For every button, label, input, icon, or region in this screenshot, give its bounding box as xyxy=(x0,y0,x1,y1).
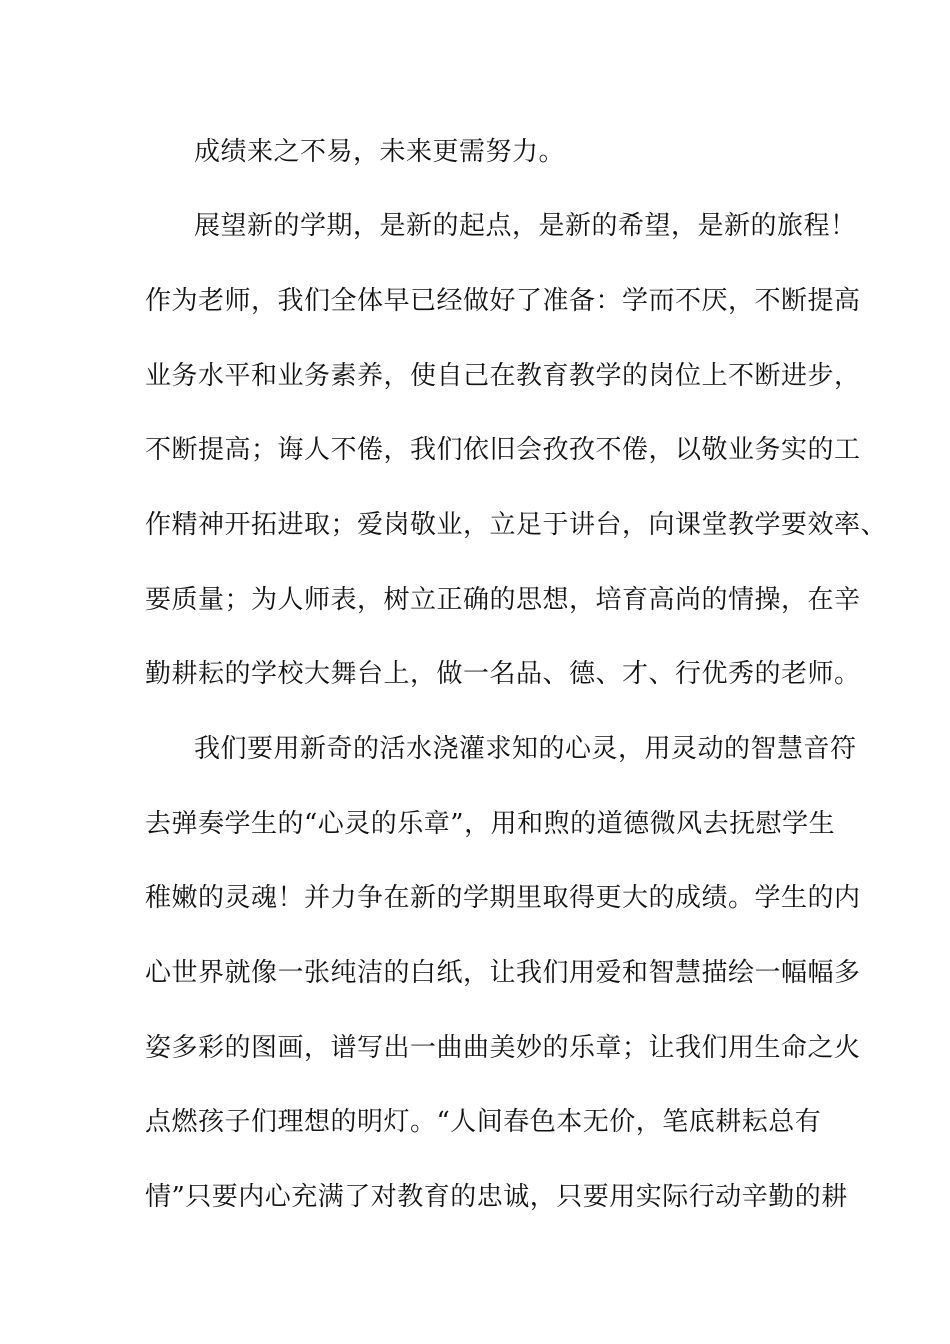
text-line: 我们要用新奇的活水浇灌求知的心灵，用灵动的智慧音符 xyxy=(194,734,857,764)
text-line: 去弹奏学生的“心灵的乐章”，用和煦的道德微风去抚慰学生 xyxy=(145,809,836,839)
text-line: 作为老师，我们全体早已经做好了准备：学而不厌，不断提高 xyxy=(145,286,861,316)
text-line: 展望新的学期，是新的起点，是新的希望，是新的旅程！ xyxy=(194,211,857,241)
text-line: 成绩来之不易，未来更需努力。 xyxy=(194,137,566,167)
text-line: 姿多彩的图画，谱写出一曲曲美妙的乐章；让我们用生命之火 xyxy=(145,1033,861,1063)
text-line: 勤耕耘的学校大舞台上，做一名品、德、才、行优秀的老师。 xyxy=(145,659,861,689)
text-line: 情”只要内心充满了对教育的忠诚，只要用实际行动辛勤的耕 xyxy=(145,1182,848,1212)
text-line: 不断提高；诲人不倦，我们依旧会孜孜不倦，以敬业务实的工 xyxy=(145,435,861,465)
text-line: 要质量；为人师表，树立正确的思想，培育高尚的情操，在辛 xyxy=(145,585,861,615)
text-line: 作精神开拓进取；爱岗敬业，立足于讲台，向课堂教学要效率、 xyxy=(145,510,888,540)
text-line: 稚嫩的灵魂！并力争在新的学期里取得更大的成绩。学生的内 xyxy=(145,883,861,913)
text-line: 业务水平和业务素养，使自己在教育教学的岗位上不断进步， xyxy=(145,361,861,391)
text-line: 心世界就像一张纯洁的白纸，让我们用爱和智慧描绘一幅幅多 xyxy=(145,958,861,988)
text-line: 点燃孩子们理想的明灯。“人间春色本无价，笔底耕耘总有 xyxy=(145,1107,822,1137)
